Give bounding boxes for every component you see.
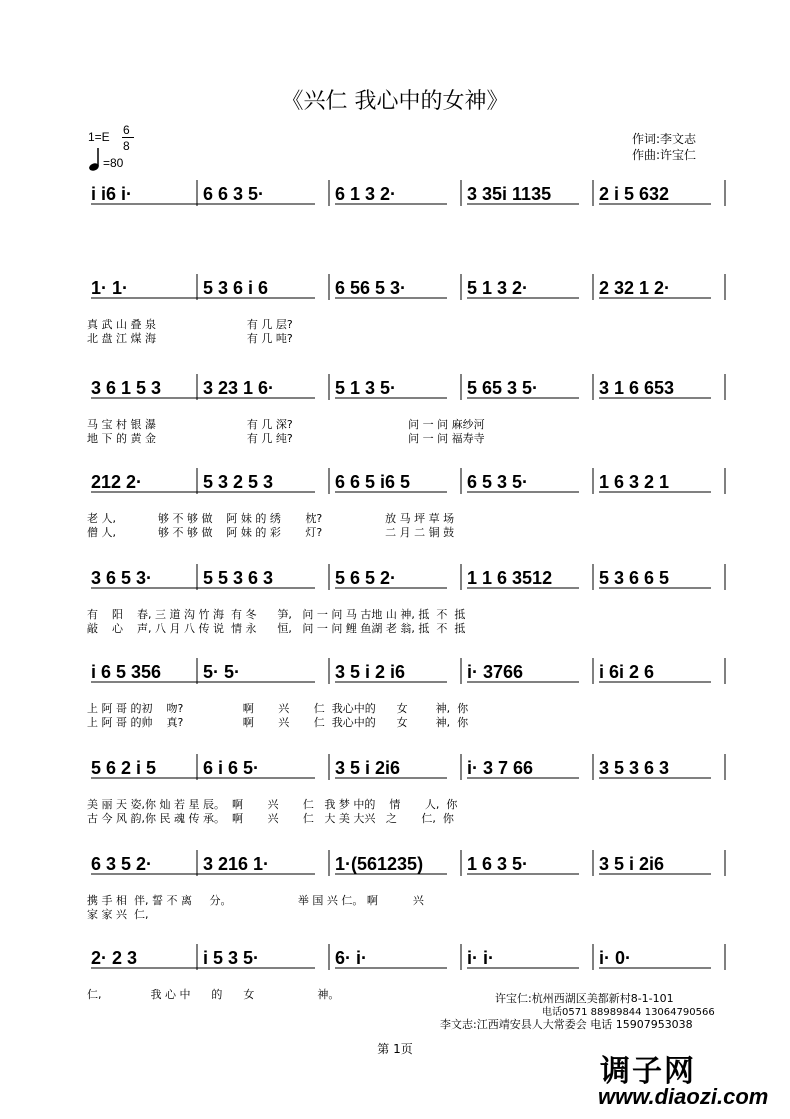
lyric-line: 美 丽 天 姿,你 灿 若 星 辰。 啊 兴 仁 我 梦 中的 情 人, 你 (87, 798, 458, 811)
lyricist-credit: 作词:李文志 (632, 132, 697, 146)
notation-line (85, 942, 728, 972)
measure-notes: 5 6 5 2· (335, 568, 397, 588)
lyric-line: 僧 人, 够 不 够 做 阿 妹 的 彩 灯? 二 月 二 铜 鼓 (87, 526, 455, 539)
lyric-line: 真 武 山 叠 泉 有 几 层? (87, 318, 293, 331)
measure-notes: 3 5 i 2 i6 (335, 662, 406, 682)
measure-notes: 6 56 5 3· (335, 278, 407, 298)
measure-notes: 5 1 3 2· (467, 278, 529, 298)
measure-notes: 1 6 3 2 1 (599, 472, 670, 492)
lyric-line: 有 阳 春, 三 道 沟 竹 海 有 冬 笋, 问 一 问 马 古地 山 神, 抵 不 抵 (87, 608, 466, 621)
measure-notes: 3 216 1· (203, 854, 270, 874)
song-title: 《兴仁 我心中的女神》 (281, 89, 509, 114)
lyric-line: 上 阿 哥 的初 吻? 啊 兴 仁 我心中的 女 神, 你 (87, 702, 469, 715)
measure-notes: 6 5 3 5· (467, 472, 529, 492)
measure-notes: 6 3 5 2· (91, 854, 153, 874)
measure-notes: i 6i 2 6 (599, 662, 655, 682)
lyric-line: 地 下 的 黄 金 有 几 纯? 问 一 问 福寿寺 (87, 432, 485, 445)
notation-line (85, 178, 728, 208)
lyric-line: 马 宝 村 银 瀑 有 几 深? 问 一 问 麻纱河 (87, 418, 485, 431)
tempo-marking: =80 (103, 156, 124, 170)
lyric-line: 仁, 我 心 中 的 女 神。 (87, 988, 340, 1001)
lyric-line: 老 人, 够 不 够 做 阿 妹 的 绣 枕? 放 马 坪 草 场 (87, 512, 455, 525)
measure-notes: i· 3766 (467, 662, 524, 682)
lyric-line: 敲 心 声, 八 月 八 传 说 情 永 恒, 问 一 问 鲤 鱼湖 老 翁, 抵 不 抵 (87, 622, 466, 635)
lyric-line: 家 家 兴 仁, (87, 908, 149, 921)
time-signature-denominator: 8 (123, 139, 130, 153)
key-signature: 1=E (88, 130, 110, 144)
measure-notes: 6 1 3 2· (335, 184, 397, 204)
measure-notes: i i6 i· (91, 184, 133, 204)
measure-notes: i· 3 7 66 (467, 758, 534, 778)
measure-notes: 5 6 2 i 5 (91, 758, 157, 778)
measure-notes: 3 5 i 2i6 (335, 758, 401, 778)
measure-notes: 1·(561235) (335, 854, 424, 874)
notation-line (85, 272, 728, 302)
notation-line (85, 466, 728, 496)
lyricist-address: 李文志:江西靖安县人大常委会 电话 15907953038 (440, 1018, 693, 1031)
watermark-logo: 调子网 (600, 1054, 696, 1089)
measure-notes: 5 1 3 5· (335, 378, 397, 398)
measure-notes: i· i· (467, 948, 494, 968)
measure-notes: 2 32 1 2· (599, 278, 671, 298)
composer-phone: 电话0571 88989844 13064790566 (542, 1007, 715, 1018)
measure-notes: 5 3 2 5 3 (203, 472, 274, 492)
measure-notes: i 5 3 5· (203, 948, 260, 968)
notation-line (85, 848, 728, 878)
watermark-url: www.diaozi.com (598, 1084, 769, 1109)
measure-notes: 3 6 1 5 3 (91, 378, 162, 398)
measure-notes: 1 1 6 3512 (467, 568, 553, 588)
measure-notes: 5 3 6 i 6 (203, 278, 269, 298)
lyric-line: 携 手 相 伴, 誓 不 离 分。 举 国 兴 仁。 啊 兴 (87, 894, 424, 907)
composer-credit: 作曲:许宝仁 (632, 148, 697, 162)
measure-notes: 3 1 6 653 (599, 378, 675, 398)
measure-notes: 5· 5· (203, 662, 241, 682)
measure-notes: 3 35i 1135 (467, 184, 552, 204)
quarter-note-icon (88, 146, 102, 172)
measure-notes: 2· 2 3 (91, 948, 138, 968)
measure-notes: 2 i 5 632 (599, 184, 670, 204)
measure-notes: i· 0· (599, 948, 632, 968)
measure-notes: 3 5 i 2i6 (599, 854, 665, 874)
time-signature-numerator: 6 (123, 123, 130, 137)
measure-notes: i 6 5 356 (91, 662, 162, 682)
measure-notes: 1 6 3 5· (467, 854, 529, 874)
measure-notes: 6 6 5 i6 5 (335, 472, 411, 492)
measure-notes: 1· 1· (91, 278, 129, 298)
lyric-line: 北 盘 江 煤 海 有 几 吨? (87, 332, 293, 345)
composer-address: 许宝仁:杭州西湖区美都新村8-1-101 (495, 992, 674, 1005)
lyric-line: 古 今 风 韵,你 民 魂 传 承。 啊 兴 仁 大 美 大兴 之 仁, 你 (87, 812, 454, 825)
measure-notes: 5 3 6 6 5 (599, 568, 670, 588)
notation-line (85, 752, 728, 782)
measure-notes: 6 6 3 5· (203, 184, 265, 204)
notation-line (85, 656, 728, 686)
notation-line (85, 372, 728, 402)
measure-notes: 3 5 3 6 3 (599, 758, 670, 778)
measure-notes: 3 6 5 3· (91, 568, 153, 588)
lyric-line: 上 阿 哥 的帅 真? 啊 兴 仁 我心中的 女 神, 你 (87, 716, 469, 729)
measure-notes: 5 5 3 6 3 (203, 568, 274, 588)
measure-notes: 6 i 6 5· (203, 758, 260, 778)
notation-line (85, 562, 728, 592)
measure-notes: 5 65 3 5· (467, 378, 539, 398)
measure-notes: 3 23 1 6· (203, 378, 275, 398)
measure-notes: 6· i· (335, 948, 368, 968)
page-number: 第 1页 (377, 1042, 413, 1056)
time-signature-line (122, 137, 134, 138)
measure-notes: 212 2· (91, 472, 143, 492)
